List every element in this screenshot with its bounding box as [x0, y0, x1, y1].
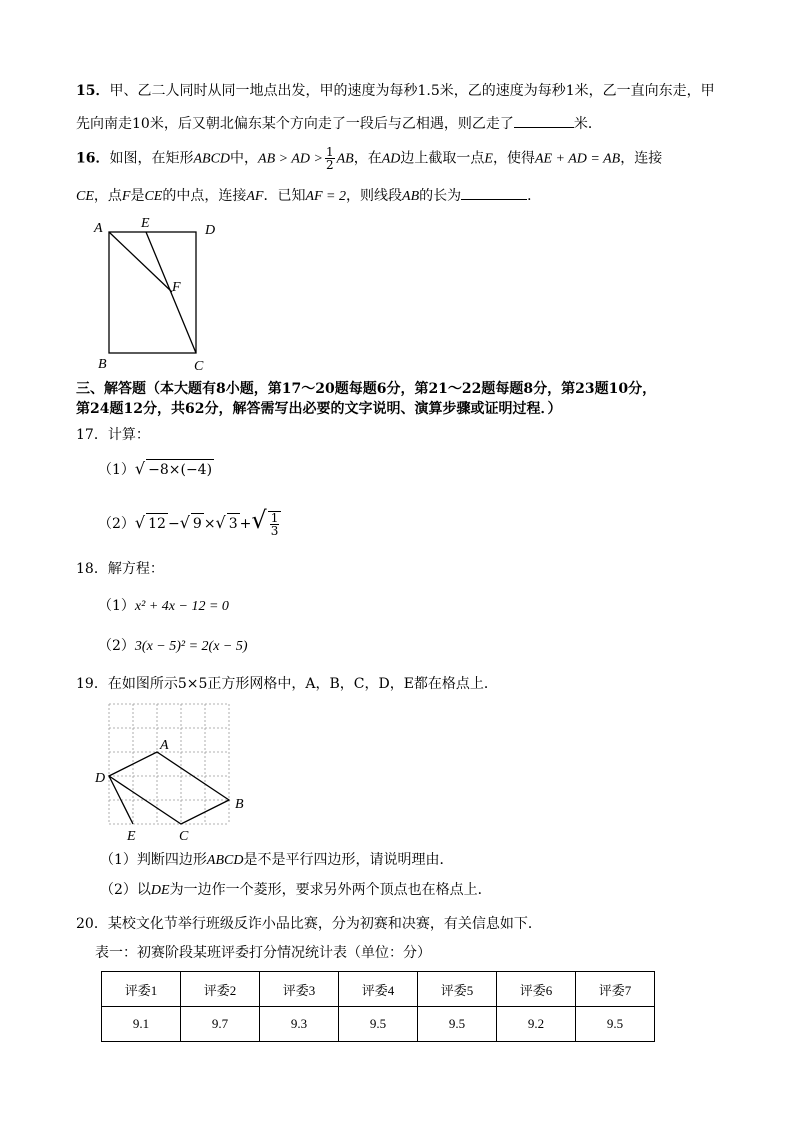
label-d: D: [205, 223, 216, 238]
table-cell: 9.7: [181, 1007, 260, 1042]
table-cell: 9.5: [339, 1007, 418, 1042]
table-header: 评委1: [102, 972, 181, 1007]
q19-line: 19．在如图所示5×5正方形网格中，A，B，C，D，E都在格点上．: [76, 676, 498, 692]
table-header: 评委4: [339, 972, 418, 1007]
table-row: [102, 1007, 655, 1042]
q15-number: 15．: [76, 83, 110, 99]
segment-ec: [146, 232, 196, 353]
label-b: B: [98, 357, 107, 372]
table-header: 评委3: [260, 972, 339, 1007]
q19-sub1: （1）判断四边形ABCD是不是平行四边形，请说明理由．: [100, 852, 454, 868]
q17-radical-1: −8×(−4): [146, 459, 214, 480]
table-cell: 9.3: [260, 1007, 339, 1042]
q16-line2: CE，点F是CE的中点，连接AF．已知AF = 2，则线段AB的长为 ．: [76, 185, 541, 207]
table-header: 评委7: [576, 972, 655, 1007]
table-header: 评委6: [497, 972, 576, 1007]
table-header: 评委2: [181, 972, 260, 1007]
label-c: C: [194, 359, 204, 374]
rectangle-abcd: [109, 232, 196, 353]
q18-title: 18．解方程：: [76, 561, 164, 577]
rectangle-figure: [90, 210, 230, 375]
q20-line: 20．某校文化节举行班级反诈小品比赛，分为初赛和决赛，有关信息如下．: [76, 916, 542, 932]
table-cell: 9.2: [497, 1007, 576, 1042]
q16-line1: 16．如图，在矩形ABCD中，AB > AD > $\frac{1}{2}$ AB，在AD边上截取一点E，使得AE + AD = AB，连接: [76, 145, 663, 172]
label-c: C: [179, 829, 189, 844]
q17-title: 17．计算：: [76, 427, 150, 443]
table-caption: 表一：初赛阶段某班评委打分情况统计表（单位：分）: [95, 945, 431, 961]
table-header: 评委5: [418, 972, 497, 1007]
table-cell: 9.1: [102, 1007, 181, 1042]
segment-af: [109, 232, 172, 292]
label-f: F: [172, 280, 181, 295]
q17-part2: （2）√ 12 −√ 9 ×√ 3 +√ $\frac{1}{3}$: [98, 510, 283, 537]
q18-part2: （2）3(x − 5)² = 2(x − 5): [98, 638, 248, 654]
section3-line1: 三、解答题（本大题有8小题，第17～20题每题6分，第21～22题每题8分，第23题10分，: [76, 381, 657, 397]
grid-lines: [109, 704, 229, 824]
q15-line1: 15．甲、乙二人同时从同一地点出发，甲的速度为每秒1.5米，乙的速度为每秒1米，乙一直向东走，甲: [76, 83, 715, 99]
q17-part1: （1）√ −8×(−4): [98, 459, 213, 478]
answer-blank[interactable]: [461, 185, 527, 200]
q19-sub2: （2）以DE为一边作一个菱形，要求另外两个顶点也在格点上．: [100, 882, 492, 898]
table-header-row: [102, 972, 655, 1007]
label-b: B: [235, 797, 244, 812]
label-a: A: [94, 221, 103, 236]
section3-line2: 第24题12分，共62分，解答需写出必要的文字说明、演算步骤或证明过程．）: [76, 401, 562, 417]
label-e: E: [127, 829, 136, 844]
table-cell: 9.5: [576, 1007, 655, 1042]
fraction-half: $\frac{1}{2}$: [325, 145, 334, 172]
label-d: D: [95, 771, 106, 786]
judge-score-table: [101, 971, 655, 1042]
grid-figure: [92, 698, 262, 846]
label-a: A: [160, 738, 169, 753]
table-cell: 9.5: [418, 1007, 497, 1042]
answer-blank[interactable]: [514, 113, 574, 128]
fraction-one-third: $\frac{1}{3}$: [268, 511, 282, 537]
q18-part1: （1）x² + 4x − 12 = 0: [98, 598, 229, 614]
label-e: E: [141, 216, 150, 231]
q15-line2: 先向南走10米，后又朝北偏东某个方向走了一段后与乙相遇，则乙走了 米．: [76, 113, 602, 134]
